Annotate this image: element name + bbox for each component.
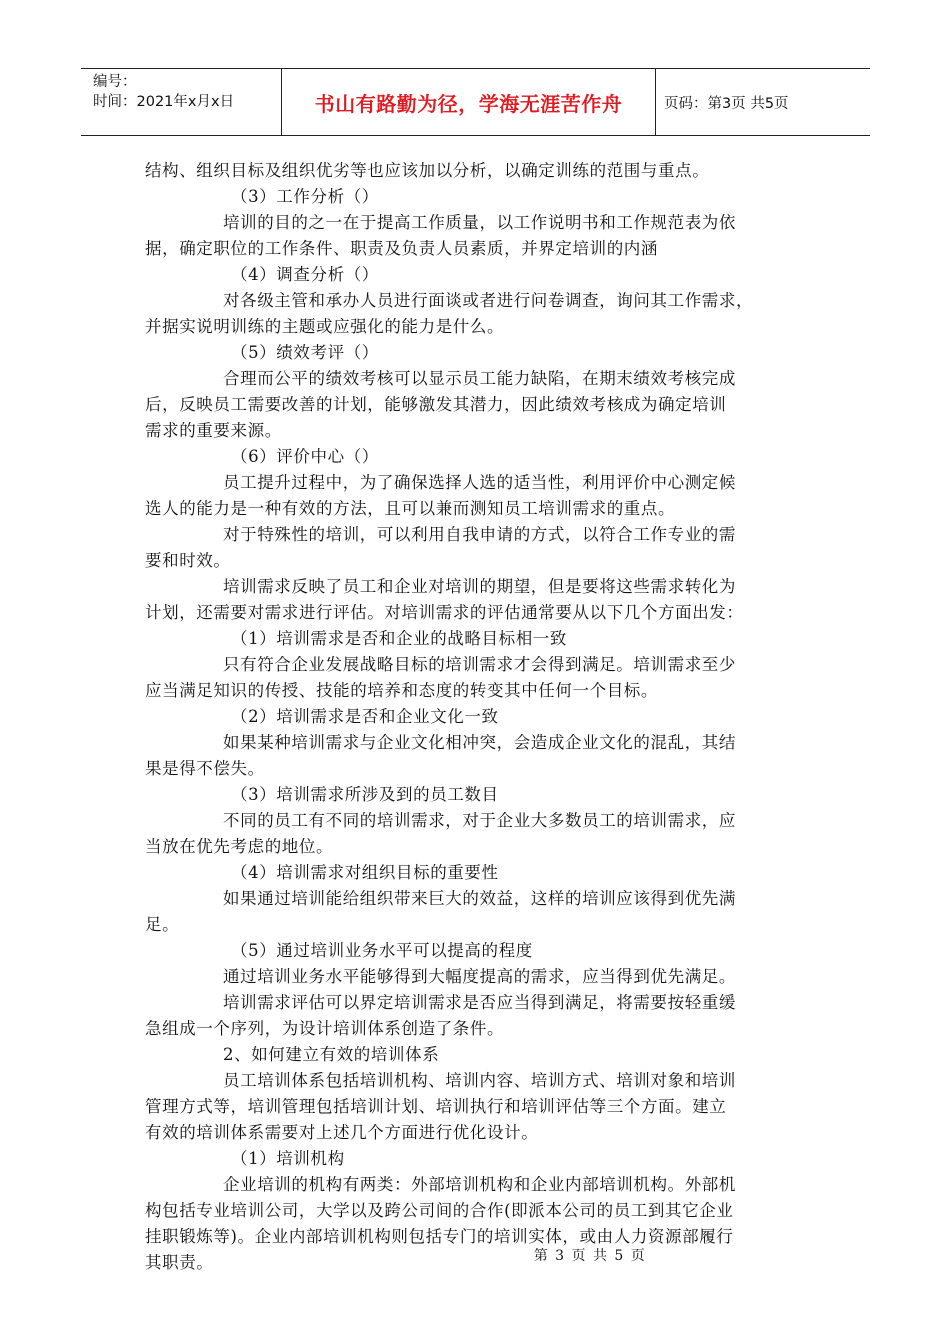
body-line: （4）培训需求对组织目标的重要性	[231, 863, 499, 882]
body-line: 要和时效。	[145, 551, 231, 570]
body-line: 果是得不偿失。	[145, 759, 265, 778]
body-line: 需求的重要来源。	[145, 421, 282, 440]
body-line: 其职责。	[145, 1253, 214, 1272]
header-page-info: 页码：第3页 共5页	[664, 95, 789, 112]
body-line: 培训需求评估可以界定培训需求是否应当得到满足，将需要按轻重缓	[223, 993, 736, 1012]
body-line: 如果通过培训能给组织带来巨大的效益，这样的培训应该得到优先满	[223, 889, 736, 908]
body-line: （5）绩效考评（）	[231, 343, 379, 362]
body-line: 计划，还需要对需求进行评估。对培训需求的评估通常要从以下几个方面出发：	[145, 603, 744, 622]
body-line: 2、如何建立有效的培训体系	[223, 1045, 440, 1064]
body-line: 员工培训体系包括培训机构、培训内容、培训方式、培训对象和培训	[223, 1071, 736, 1090]
body-line: 不同的员工有不同的培训需求，对于企业大多数员工的培训需求，应	[223, 811, 736, 830]
body-line: 合理而公平的绩效考核可以显示员工能力缺陷，在期末绩效考核完成	[223, 369, 736, 388]
body-line: （5）通过培训业务水平可以提高的程度	[231, 941, 533, 960]
body-line: 急组成一个序列，为设计培训体系创造了条件。	[145, 1019, 505, 1038]
document-number-label: 编号：	[93, 74, 137, 90]
body-line: （4）调查分析（）	[231, 265, 379, 284]
body-line: 据，确定职位的工作条件、职责及负责人员素质，并界定培训的内涵	[145, 239, 658, 258]
body-line: 企业培训的机构有两类：外部培训机构和企业内部培训机构。外部机	[223, 1175, 736, 1194]
body-line: 对于特殊性的培训，可以利用自我申请的方式，以符合工作专业的需	[223, 525, 736, 544]
body-line: 足。	[145, 915, 180, 934]
body-line: 挂职锻炼等)。企业内部培训机构则包括专门的培训实体，或由人力资源部履行	[145, 1227, 734, 1246]
body-line: 构包括专业培训公司，大学以及跨公司间的合作(即派本公司的员工到其它企业	[145, 1201, 734, 1220]
body-line: （1）培训需求是否和企业的战略目标相一致	[231, 629, 567, 648]
body-line: （3）工作分析（）	[231, 187, 379, 206]
body-line: （6）评价中心（）	[231, 447, 379, 466]
document-date: 时间：2021年x月x日	[93, 94, 235, 110]
body-line: 如果某种培训需求与企业文化相冲突，会造成企业文化的混乱，其结	[223, 733, 736, 752]
body-line: 只有符合企业发展战略目标的培训需求才会得到满足。培训需求至少	[223, 655, 736, 674]
header-motto: 书山有路勤为径，学海无涯苦作舟	[282, 69, 656, 135]
body-line: 应当满足知识的传授、技能的培养和态度的转变其中任何一个目标。	[145, 681, 658, 700]
body-line: 当放在优先考虑的地位。	[145, 837, 334, 856]
body-line: 有效的培训体系需要对上述几个方面进行优化设计。	[145, 1123, 539, 1142]
body-line: （2）培训需求是否和企业文化一致	[231, 707, 499, 726]
body-line: 并据实说明训练的主题或应强化的能力是什么。	[145, 317, 505, 336]
document-body	[145, 158, 797, 1276]
body-line: 对各级主管和承办人员进行面谈或者进行问卷调查，询问其工作需求，	[223, 291, 754, 310]
body-line: 管理方式等，培训管理包括培训计划、培训执行和培训评估等三个方面。建立	[145, 1097, 727, 1116]
body-line: （1）培训机构	[231, 1149, 345, 1168]
body-line: 选人的能力是一种有效的方法，且可以兼而测知员工培训需求的重点。	[145, 499, 676, 518]
body-line: （3）培训需求所涉及到的员工数目	[231, 785, 499, 804]
page-header	[81, 68, 870, 136]
body-line: 结构、组织目标及组织优劣等也应该加以分析，以确定训练的范围与重点。	[145, 161, 710, 180]
body-line: 通过培训业务水平能够得到大幅度提高的需求，应当得到优先满足。	[223, 967, 736, 986]
body-line: 后，反映员工需要改善的计划，能够激发其潜力，因此绩效考核成为确定培训	[145, 395, 727, 414]
body-line: 员工提升过程中，为了确保选择人选的适当性，利用评价中心测定候	[223, 473, 736, 492]
header-meta	[81, 69, 282, 135]
body-line: 培训需求反映了员工和企业对培训的期望，但是要将这些需求转化为	[223, 577, 736, 596]
body-line: 培训的目的之一在于提高工作质量，以工作说明书和工作规范表为依	[223, 213, 736, 232]
page-footer: 第 3 页 共 5 页	[533, 1248, 647, 1264]
